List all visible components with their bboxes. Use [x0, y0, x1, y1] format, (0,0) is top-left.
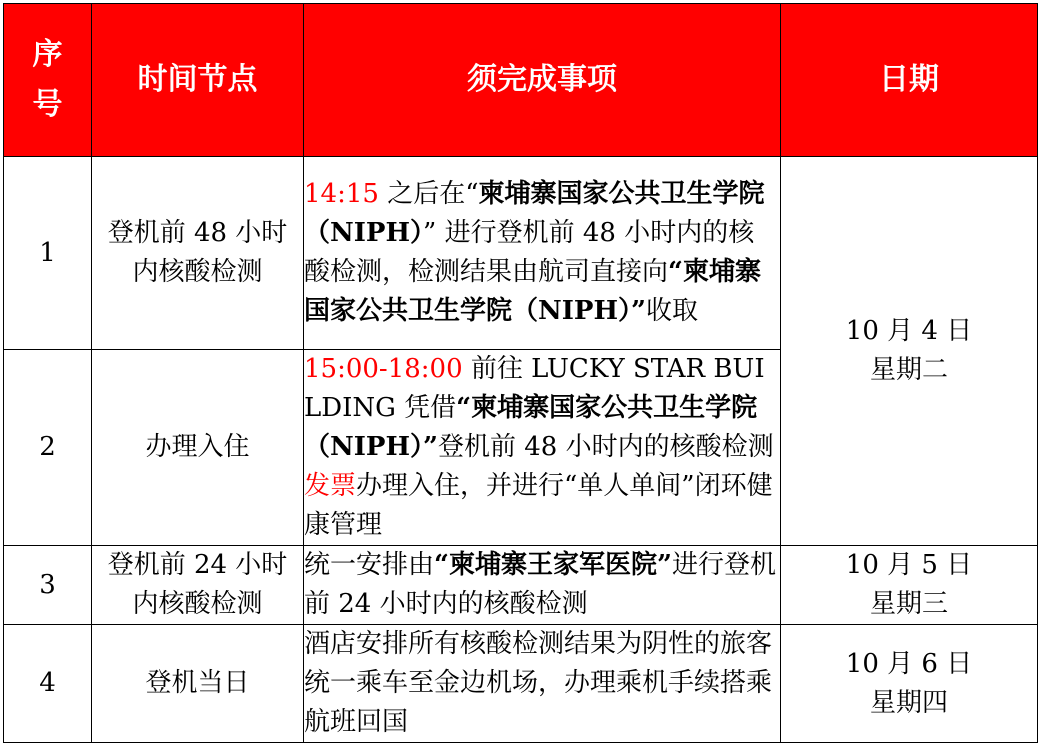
header-time-node: 时间节点: [92, 4, 304, 157]
task-text: 办理入住，并进行“单人单间”闭环健康管理: [304, 471, 773, 540]
task-time: 15:00-18:00: [304, 354, 463, 384]
header-date: 日期: [781, 4, 1038, 157]
task-text: 酒店安排所有核酸检测结果为阴性的旅客统一乘车至金边机场，办理乘机手续搭乘航班回国: [304, 629, 773, 737]
header-seq: 序号: [4, 4, 92, 157]
date-weekday: 星期三: [869, 589, 948, 619]
row-task: [304, 546, 781, 625]
row-task: [304, 157, 781, 350]
row-seq: 3: [4, 546, 92, 625]
table-row: [4, 157, 1038, 350]
row-time-node: 登机当日: [92, 625, 304, 743]
task-time: 14:15: [304, 179, 379, 209]
header-row: [4, 4, 1038, 157]
task-org: “柬埔寨国家公共卫生学院（NIPH）”: [304, 393, 758, 462]
table-row: [4, 625, 1038, 743]
row-task: [304, 625, 781, 743]
schedule-table: [3, 3, 1038, 743]
task-invoice: 发票: [304, 471, 357, 501]
row-seq: 1: [4, 157, 92, 350]
task-org: 柬埔寨国家公共卫生学院（NIPH）: [304, 179, 765, 248]
task-text: 收取: [646, 296, 699, 326]
date-day: 10 月 4 日: [845, 316, 973, 346]
header-task: 须完成事项: [304, 4, 781, 157]
task-text: ” 进行登机前 48 小时内的核酸检测，检测结果由航司直接向: [304, 218, 755, 287]
date-day: 10 月 6 日: [845, 648, 973, 679]
row-time-node: 登机前 24 小时内核酸检测: [92, 546, 304, 625]
task-text: 之后在“: [387, 179, 479, 209]
task-text: 登机前 48 小时内的核酸检测: [438, 432, 774, 462]
task-org: “柬埔寨王家军医院”: [434, 550, 672, 580]
table-row: [4, 546, 1038, 625]
task-org: “柬埔寨国家公共卫生学院（NIPH）”: [304, 257, 761, 326]
row-date: [781, 625, 1038, 743]
task-text: 进行登机前 24 小时内的核酸检测: [304, 550, 776, 619]
row-date: [781, 157, 1038, 546]
date-weekday: 星期四: [869, 687, 948, 718]
row-seq: 2: [4, 350, 92, 546]
row-time-node: 登机前 48 小时内核酸检测: [92, 157, 304, 350]
date-weekday: 星期二: [869, 355, 948, 385]
row-task: [304, 350, 781, 546]
row-seq: 4: [4, 625, 92, 743]
task-text: 统一安排由: [304, 550, 435, 580]
date-day: 10 月 5 日: [845, 550, 973, 580]
row-time-node: 办理入住: [92, 350, 304, 546]
task-text: 前往 LUCKY STAR BUILDING 凭借: [304, 354, 765, 423]
row-date: [781, 546, 1038, 625]
